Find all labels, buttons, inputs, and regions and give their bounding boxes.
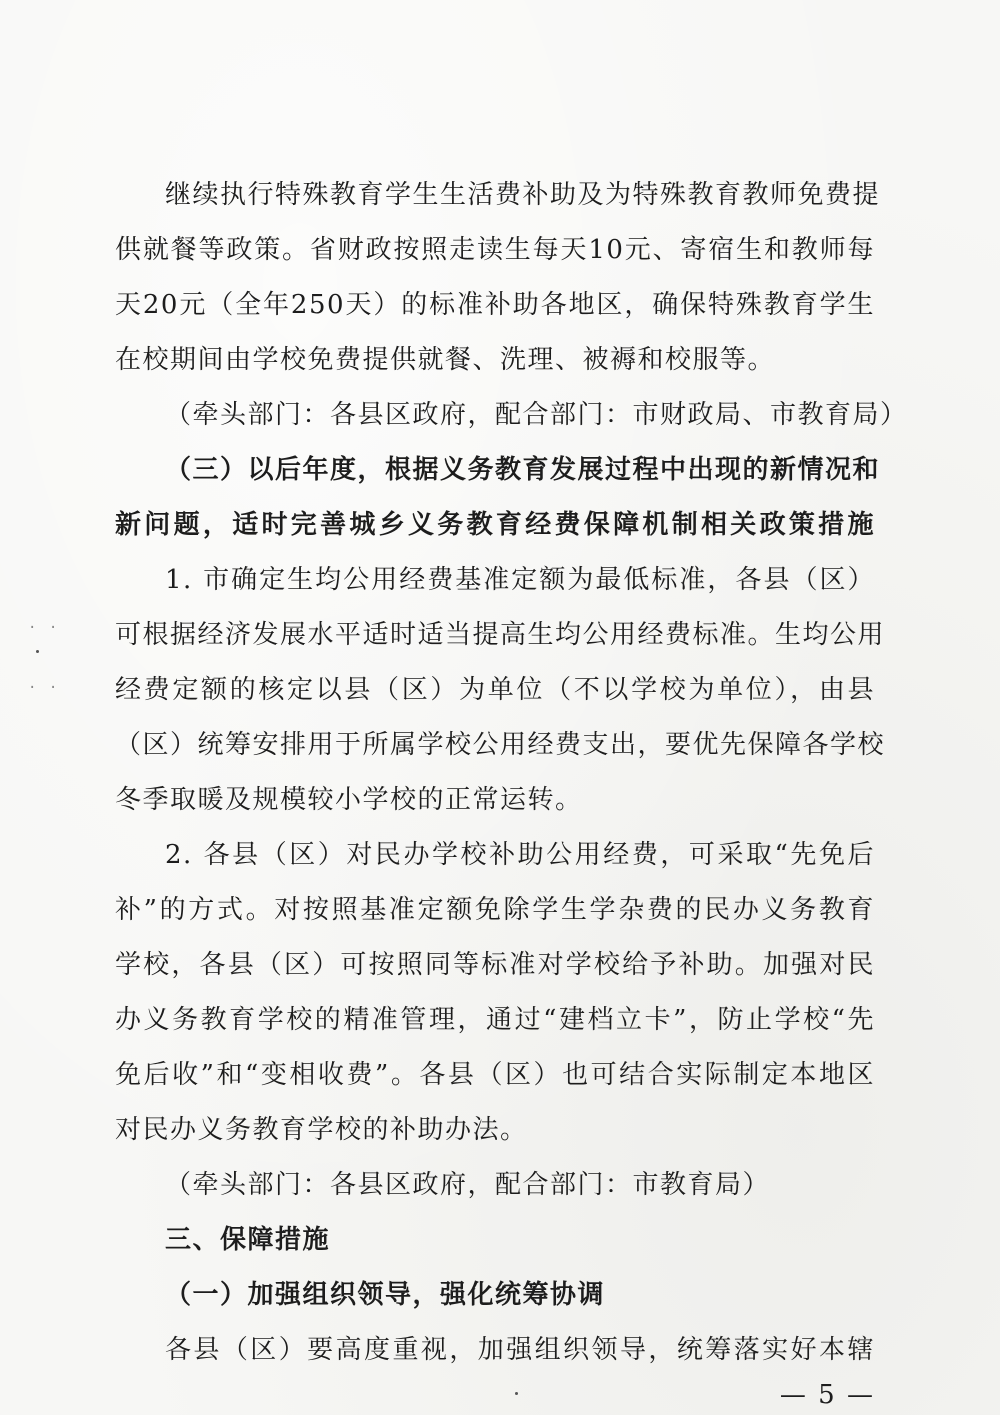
- lead-department-note: （牵头部门：各县区政府，配合部门：市教育局）: [165, 1170, 771, 1200]
- scan-artifact-icon: · ·: [28, 680, 60, 696]
- page-number: — 5 —: [779, 1380, 875, 1410]
- paragraph-line: 供就餐等政策。省财政按照走读生每天10元、寄宿生和教师每: [115, 235, 875, 265]
- paragraph-line: （区）统筹安排用于所属学校公用经费支出，要优先保障各学校: [115, 730, 886, 760]
- scan-artifact-icon: · ·: [28, 620, 60, 636]
- paragraph-line: 在校期间由学校免费提供就餐、洗理、被褥和校服等。: [115, 345, 776, 375]
- paragraph-line: 冬季取暖及规模较小学校的正常运转。: [115, 785, 583, 815]
- paragraph-line: 学校，各县（区）可按照同等标准对学校给予补助。加强对民: [115, 950, 875, 980]
- paragraph-line: 继续执行特殊教育学生生活费补助及为特殊教育教师免费提: [165, 180, 881, 210]
- lead-department-note: （牵头部门：各县区政府，配合部门：市财政局、市教育局）: [165, 400, 908, 430]
- paragraph-line: 可根据经济发展水平适时适当提高生均公用经费标准。生均公用: [115, 620, 886, 650]
- paragraph-line: 各县（区）要高度重视，加强组织领导，统筹落实好本辖: [165, 1335, 875, 1365]
- scan-speck-icon: [36, 650, 39, 653]
- item-1-line: 1. 市确定生均公用经费基准定额为最低标准，各县（区）: [165, 565, 875, 595]
- section-heading-3-cont: 新问题，适时完善城乡义务教育经费保障机制相关政策措施: [115, 510, 875, 540]
- subsection-heading-1: （一）加强组织领导，强化统筹协调: [165, 1280, 606, 1310]
- item-2-line: 2. 各县（区）对民办学校补助公用经费，可采取“先免后: [165, 840, 875, 870]
- paragraph-line: 补”的方式。对按照基准定额免除学生学杂费的民办义务教育: [115, 895, 875, 925]
- paragraph-line: 天20元（全年250天）的标准补助各地区，确保特殊教育学生: [115, 290, 875, 320]
- section-heading-safeguards: 三、保障措施: [165, 1225, 331, 1255]
- section-heading-3: （三）以后年度，根据义务教育发展过程中出现的新情况和: [165, 455, 881, 485]
- paragraph-line: 对民办义务教育学校的补助办法。: [115, 1115, 528, 1145]
- paragraph-line: 免后收”和“变相收费”。各县（区）也可结合实际制定本地区: [115, 1060, 875, 1090]
- paragraph-line: 经费定额的核定以县（区）为单位（不以学校为单位），由县: [115, 675, 875, 705]
- paragraph-line: 办义务教育学校的精准管理，通过“建档立卡”，防止学校“先: [115, 1005, 875, 1035]
- scan-speck-icon: [515, 1392, 518, 1395]
